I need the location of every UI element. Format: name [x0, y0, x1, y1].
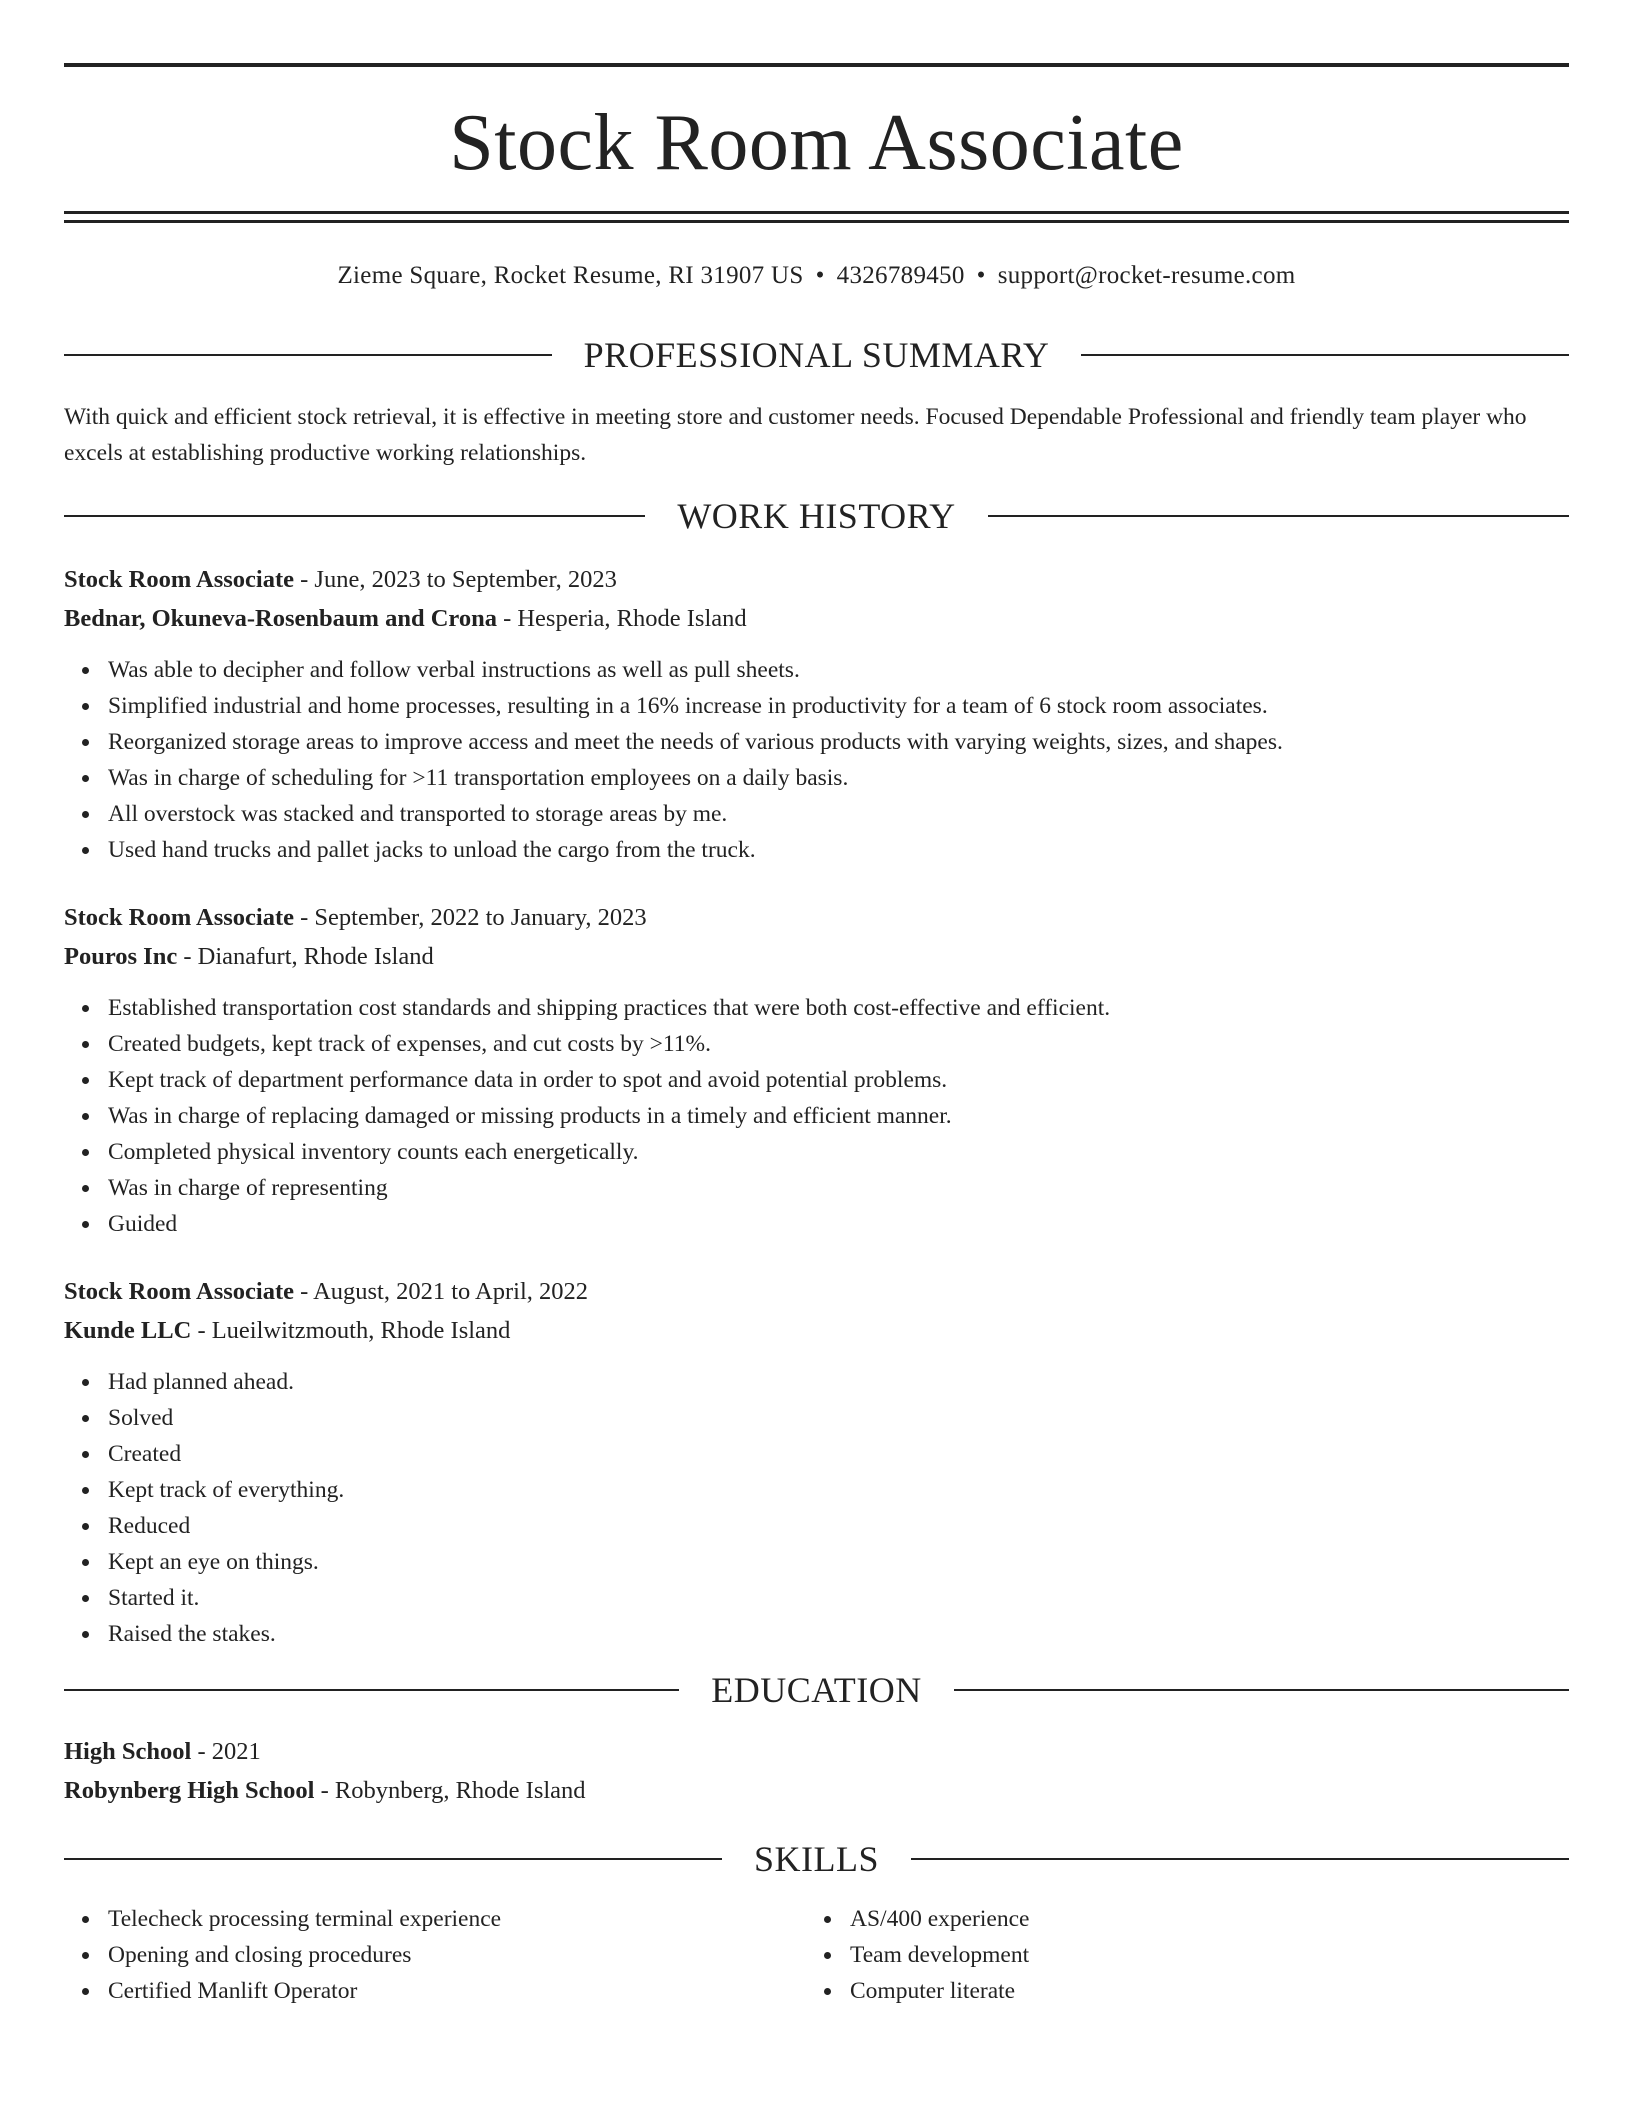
heading-rule-right [954, 1689, 1569, 1691]
skill-item: Computer literate [850, 1973, 1548, 2009]
heading-rule-right [988, 515, 1569, 517]
job-title: Stock Room Associate [64, 566, 295, 593]
job-company: Pouros Inc [64, 943, 178, 970]
contact-email[interactable]: support@rocket-resume.com [997, 262, 1296, 289]
education-heading [64, 1670, 1569, 1710]
work-history-heading-label: WORK HISTORY [677, 496, 956, 536]
job-dates: - June, 2023 to September, 2023 [294, 566, 617, 593]
education-degree: High School [64, 1738, 192, 1765]
list-item: Was in charge of replacing damaged or missing products in a timely and efficient manner. [108, 1098, 1569, 1134]
job-location: - Lueilwitzmouth, Rhode Island [191, 1317, 511, 1344]
job-location: - Hesperia, Rhode Island [496, 605, 747, 632]
contact-phone[interactable]: 4326789450 [836, 262, 965, 289]
job-dates: - September, 2022 to January, 2023 [294, 904, 647, 931]
list-item: Guided [108, 1206, 1569, 1242]
list-item: Established transportation cost standards and shipping practices that were both cost-effective and efficient. [108, 990, 1569, 1026]
list-item: Was able to decipher and follow verbal instructions as well as pull sheets. [108, 652, 1569, 688]
job-dates: - August, 2021 to April, 2022 [294, 1278, 589, 1305]
summary-heading [64, 335, 1569, 375]
list-item: All overstock was stacked and transported to storage areas by me. [108, 796, 1569, 832]
skills-bullets [64, 1901, 806, 2009]
skill-item: AS/400 experience [850, 1901, 1548, 1937]
heading-rule-left [64, 1858, 722, 1860]
skills-column-right [806, 1901, 1548, 2009]
job-title-line [64, 898, 1569, 937]
skills-bullets [806, 1901, 1548, 2009]
list-item: Was in charge of representing [108, 1170, 1569, 1206]
job-company: Kunde LLC [64, 1317, 192, 1344]
skill-item: Team development [850, 1937, 1548, 1973]
contact-separator: • [815, 262, 825, 289]
list-item: Created [108, 1436, 1569, 1472]
job-title-line [64, 1272, 1569, 1311]
job-entry [64, 560, 1569, 868]
job-title: Stock Room Associate [64, 904, 295, 931]
list-item: Solved [108, 1400, 1569, 1436]
heading-rule-left [64, 515, 645, 517]
resume-page [64, 63, 1569, 2009]
education-year: - 2021 [191, 1738, 261, 1765]
heading-rule-right [911, 1858, 1569, 1860]
education-location: - Robynberg, Rhode Island [314, 1777, 586, 1804]
contact-address: Zieme Square, Rocket Resume, RI 31907 US [337, 262, 804, 289]
title-double-rule [64, 211, 1569, 223]
skills-heading [64, 1839, 1569, 1879]
job-company-line [64, 1311, 1569, 1350]
skill-item: Certified Manlift Operator [108, 1973, 806, 2009]
list-item: Raised the stakes. [108, 1616, 1569, 1652]
list-item: Reorganized storage areas to improve access and meet the needs of various products with varying weights, sizes, and shapes. [108, 724, 1569, 760]
job-entry [64, 898, 1569, 1242]
list-item: Reduced [108, 1508, 1569, 1544]
heading-rule-left [64, 1689, 679, 1691]
job-entry [64, 1272, 1569, 1652]
list-item: Started it. [108, 1580, 1569, 1616]
list-item: Simplified industrial and home processes, resulting in a 16% increase in productivity for a team of 6 stock room associates. [108, 688, 1569, 724]
heading-rule-right [1081, 354, 1569, 356]
skill-item: Opening and closing procedures [108, 1937, 806, 1973]
summary-text: With quick and efficient stock retrieval, it is effective in meeting store and customer needs. Focused Dependable Professional and friendly team player who excels at establishing productive working relationships. [64, 404, 1527, 466]
education-school: Robynberg High School [64, 1777, 315, 1804]
list-item: Was in charge of scheduling for >11 transportation employees on a daily basis. [108, 760, 1569, 796]
education-entry [64, 1732, 1569, 1810]
top-rule [64, 63, 1569, 67]
education-degree-line [64, 1732, 1569, 1771]
job-company: Bednar, Okuneva-Rosenbaum and Crona [64, 605, 497, 632]
skill-item: Telecheck processing terminal experience [108, 1901, 806, 1937]
job-title-line [64, 560, 1569, 599]
job-title: Stock Room Associate [64, 1278, 295, 1305]
skills-list [64, 1901, 1569, 2009]
list-item: Completed physical inventory counts each energetically. [108, 1134, 1569, 1170]
work-history-heading [64, 496, 1569, 536]
job-bullets [64, 990, 1569, 1242]
list-item: Kept track of department performance data in order to spot and avoid potential problems. [108, 1062, 1569, 1098]
job-bullets [64, 1364, 1569, 1652]
contact-line [64, 261, 1569, 291]
resume-title: Stock Room Associate [449, 99, 1184, 187]
education-school-line [64, 1771, 1569, 1810]
job-company-line [64, 937, 1569, 976]
skills-heading-label: SKILLS [754, 1839, 880, 1879]
list-item: Kept track of everything. [108, 1472, 1569, 1508]
job-company-line [64, 599, 1569, 638]
list-item: Kept an eye on things. [108, 1544, 1569, 1580]
list-item: Used hand trucks and pallet jacks to unload the cargo from the truck. [108, 832, 1569, 868]
skills-column-left [64, 1901, 806, 2009]
list-item: Created budgets, kept track of expenses, and cut costs by >11%. [108, 1026, 1569, 1062]
summary-heading-label: PROFESSIONAL SUMMARY [583, 335, 1050, 375]
contact-separator: • [976, 262, 986, 289]
job-bullets [64, 652, 1569, 868]
list-item: Had planned ahead. [108, 1364, 1569, 1400]
job-location: - Dianafurt, Rhode Island [177, 943, 434, 970]
heading-rule-left [64, 354, 552, 356]
education-heading-label: EDUCATION [711, 1670, 922, 1710]
